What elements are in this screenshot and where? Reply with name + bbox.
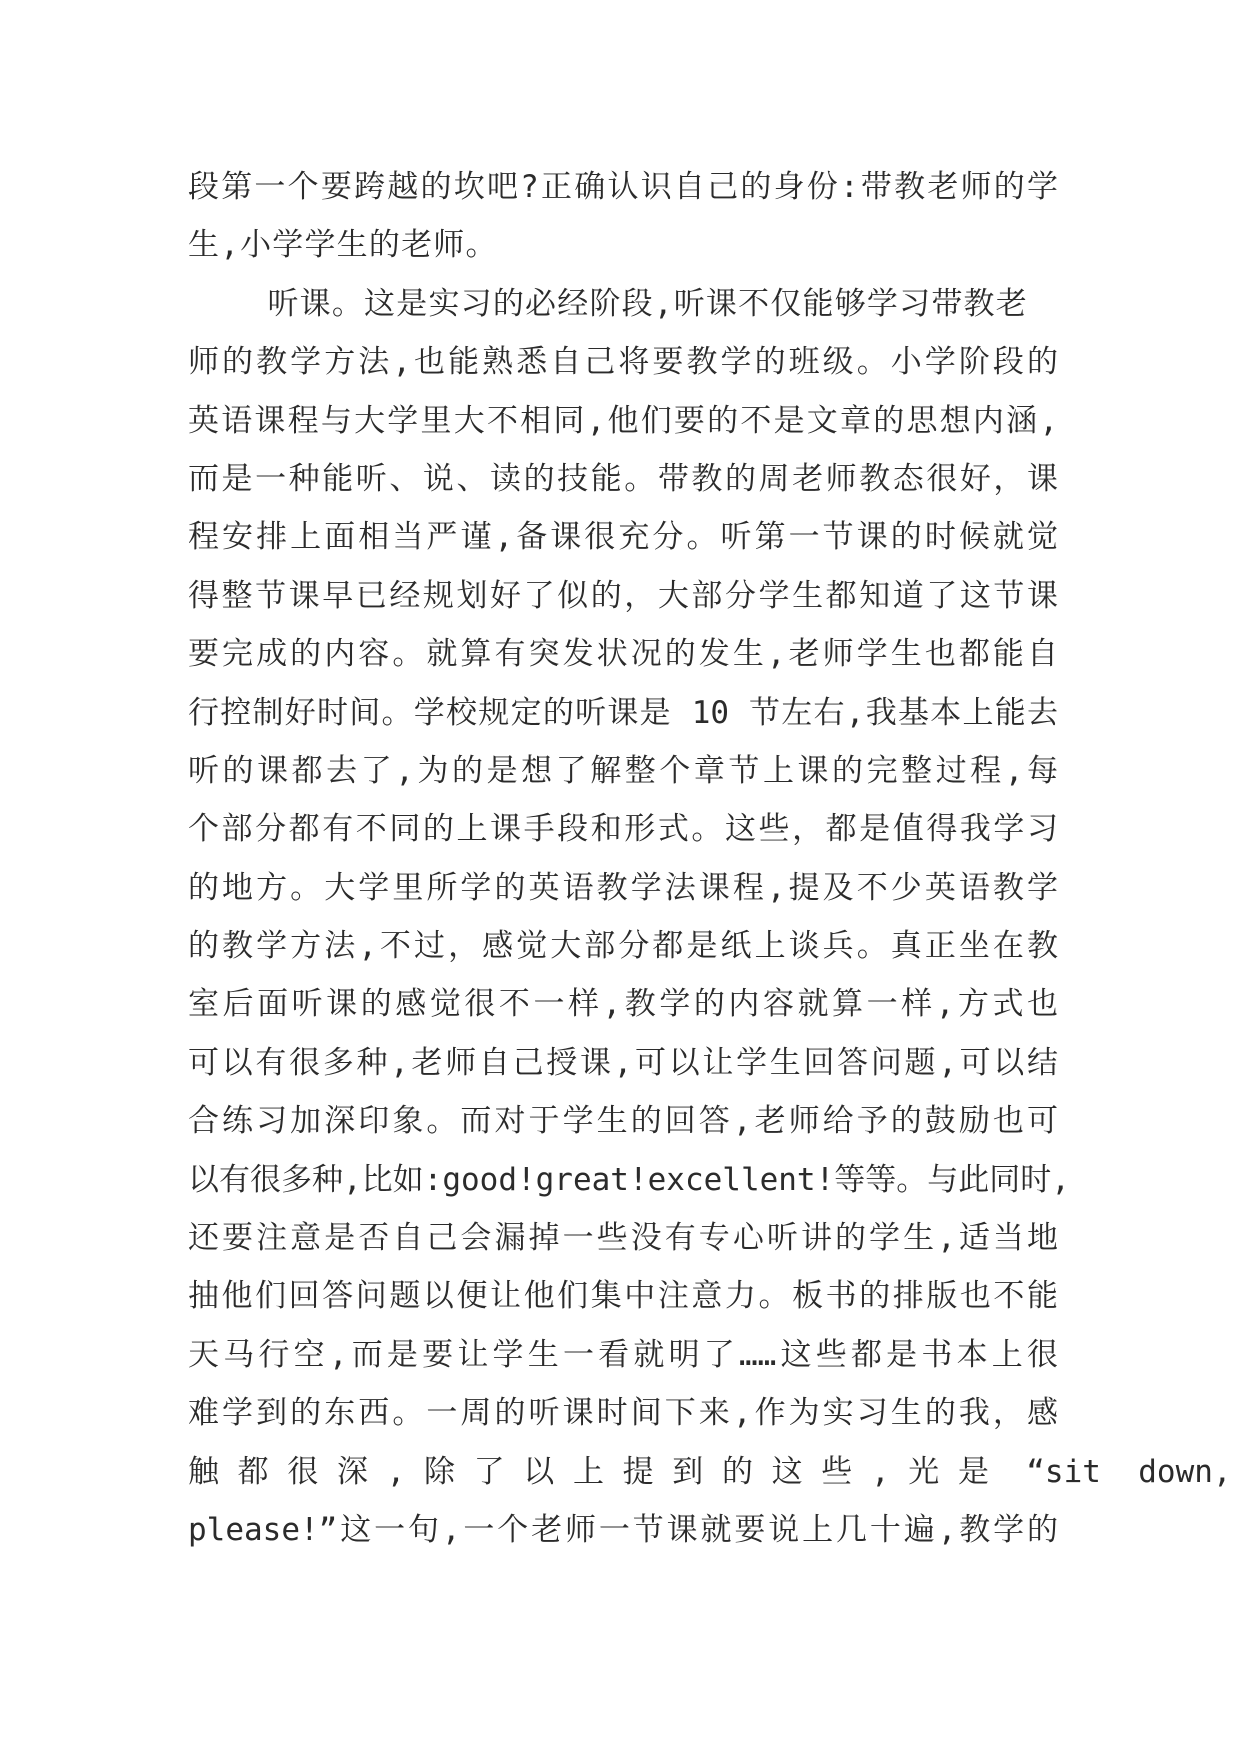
paragraph-line: 程安排上面相当严谨,备课很充分。听第一节课的时候就觉 <box>188 519 1058 556</box>
paragraph-line: 的教学方法,不过，感觉大部分都是纸上谈兵。真正坐在教 <box>188 928 1058 965</box>
paragraph-first-line: 听课。这是实习的必经阶段,听课不仅能够学习带教老 <box>188 285 1028 322</box>
paragraph-line: 得整节课早已经规划好了似的，大部分学生都知道了这节课 <box>188 577 1058 614</box>
paragraph-line: 要完成的内容。就算有突发状况的发生,老师学生也都能自 <box>188 636 1058 673</box>
paragraph-line: 听的课都去了,为的是想了解整个章节上课的完整过程,每 <box>188 752 1058 789</box>
paragraph-line: 英语课程与大学里大不相同,他们要的不是文章的思想内涵, <box>188 402 1058 439</box>
paragraph-line: 室后面听课的感觉很不一样,教学的内容就算一样,方式也 <box>188 986 1058 1023</box>
continued-paragraph <box>188 158 1058 275</box>
paragraph-line: 难学到的东西。一周的听课时间下来,作为实习生的我，感 <box>188 1395 1058 1432</box>
paragraph-line: 生,小学学生的老师。 <box>188 227 498 264</box>
document-body <box>188 158 1232 1559</box>
paragraph-line: 行控制好时间。学校规定的听课是 10 节左右,我基本上能去 <box>188 694 1058 731</box>
paragraph-line: 的地方。大学里所学的英语教学法课程,提及不少英语教学 <box>188 869 1058 906</box>
paragraph-line: 以有很多种,比如:good!great!excellent!等等。与此同时, <box>188 1161 1070 1198</box>
paragraph-line: 合练习加深印象。而对于学生的回答,老师给予的鼓励也可 <box>188 1103 1058 1140</box>
paragraph-line: 个部分都有不同的上课手段和形式。这些，都是值得我学习 <box>188 811 1058 848</box>
paragraph-line: 段第一个要跨越的坎吧?正确认识自己的身份:带教老师的学 <box>188 169 1058 205</box>
paragraph-line: 而是一种能听、说、读的技能。带教的周老师教态很好，课 <box>188 460 1058 497</box>
paragraph-line: 可以有很多种,老师自己授课,可以让学生回答问题,可以结 <box>188 1044 1058 1081</box>
paragraph-line: 抽他们回答问题以便让他们集中注意力。板书的排版也不能 <box>188 1278 1058 1315</box>
paragraph-line: 天马行空,而是要让学生一看就明了……这些都是书本上很 <box>188 1336 1058 1373</box>
paragraph-line: please!”这一句,一个老师一节课就要说上几十遍,教学的 <box>188 1511 1058 1548</box>
paragraph-line: 师的教学方法,也能熟悉自己将要教学的班级。小学阶段的 <box>188 344 1058 381</box>
paragraph-line: 触 都 很 深 , 除 了 以 上 提 到 的 这 些 , 光 是 “sit down, <box>188 1453 1232 1490</box>
paragraph-line: 还要注意是否自己会漏掉一些没有专心听讲的学生,适当地 <box>188 1220 1058 1257</box>
paragraph-listening <box>188 275 1232 1560</box>
